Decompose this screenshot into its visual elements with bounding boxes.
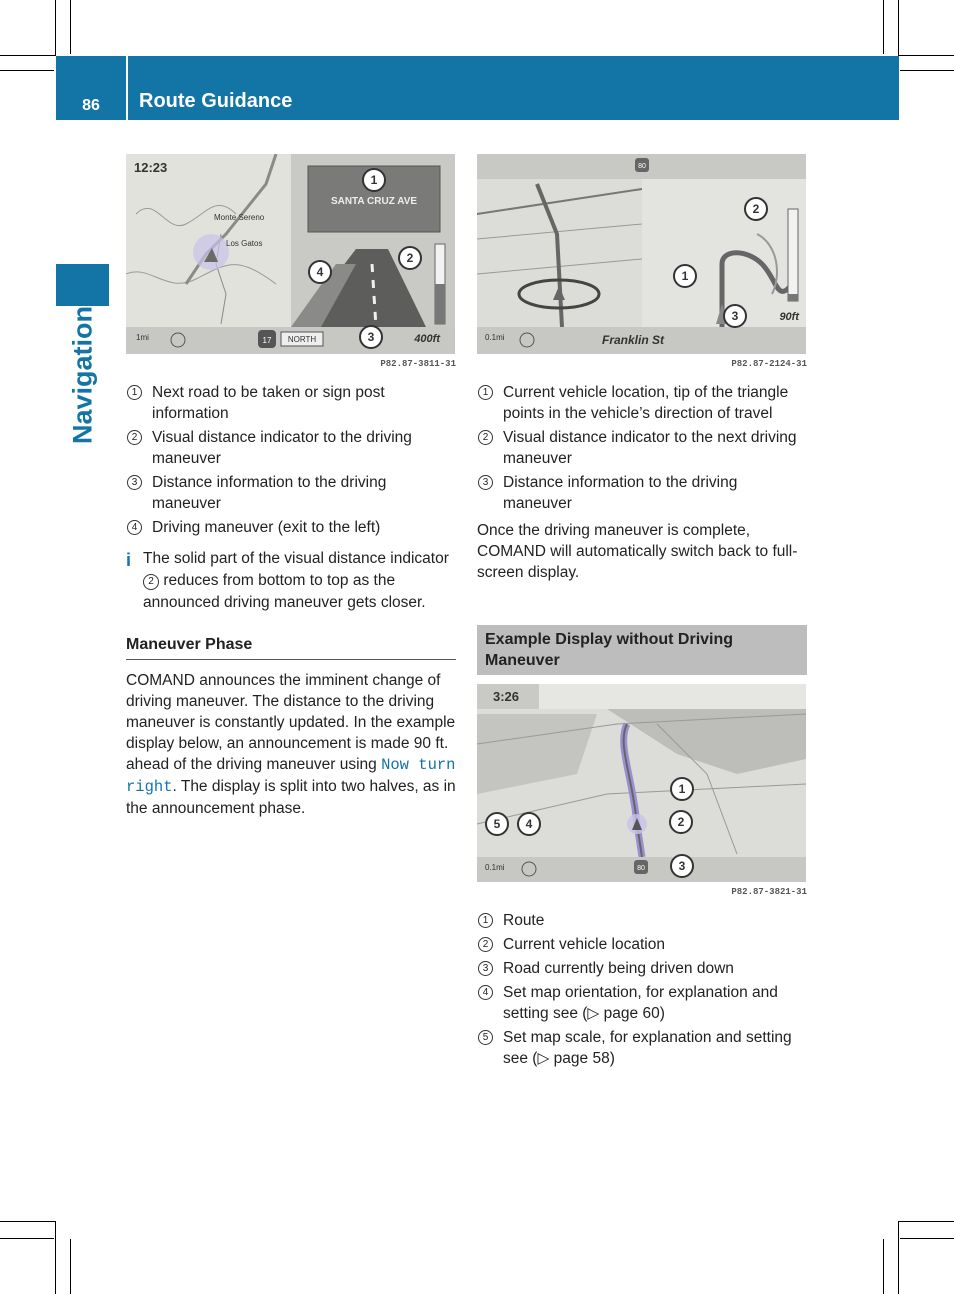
callout-3: 3 [731,309,739,323]
navigation-screen-image [126,154,455,354]
callout-3: 3 [678,859,686,873]
crop-mark [70,1239,71,1294]
callout-5: 5 [493,817,501,831]
page-header [56,56,899,120]
legend-item: 4 Set map orientation, for explanation and setting see (▷ page 60) [477,982,807,1024]
callout-4: 4 [525,817,533,831]
crop-mark [55,0,56,56]
crop-mark [883,1239,884,1294]
callout-1: 1 [678,782,686,796]
page-reference[interactable]: Set map scale, for explanation and setting see (▷ page 58) [503,1029,792,1067]
callout-2: 2 [677,815,685,829]
callout-4: 4 [316,265,324,279]
figure-code: P82.87-3811-31 [380,359,456,369]
route-shield: 80 [637,865,645,872]
legend-item: 2 Visual distance indicator to the next driving maneuver [477,427,807,469]
side-tab-marker [56,264,109,306]
legend-item: 2 Current vehicle location [477,934,807,955]
callout-2: 2 [406,251,414,265]
callout-1: 1 [370,173,378,187]
crop-mark [0,1238,54,1239]
crop-mark [898,0,899,56]
map-scale: 0.1mi [485,333,505,342]
page-number: 86 [82,97,100,114]
legend-item: 3 Distance information to the driving maneuver [126,472,456,514]
crop-mark [898,55,954,56]
crop-mark [900,70,954,71]
legend-item: 5 Set map scale, for explanation and setting see (▷ page 58) [477,1027,807,1069]
legend-item: 4 Driving maneuver (exit to the left) [126,517,456,538]
crop-mark [0,70,54,71]
sign-post-label: SANTA CRUZ AVE [330,196,418,207]
legend-item: 1 Current vehicle location, tip of the triangle points in the vehicle’s direction of travel [477,382,807,424]
clock: 3:26 [493,689,520,704]
figure-maneuver-phase [477,154,807,368]
voice-output-text: Now turn right [126,756,456,796]
legend-item: 1 Route [477,910,807,931]
distance-label: 90ft [779,311,799,323]
legend-item: 3 Distance information to the driving maneuver [477,472,807,514]
crop-mark [70,0,71,54]
section-heading: Maneuver Phase [126,634,456,660]
clock: 12:23 [134,160,168,175]
info-icon: i [126,550,132,570]
page-title: Route Guidance [139,90,293,112]
map-scale: 0.1mi [485,863,505,872]
legend-item: 3 Road currently being driven down [477,958,807,979]
crop-mark [883,0,884,54]
figure-code: P82.87-3821-31 [731,887,807,897]
legend-item: 1 Next road to be taken or sign post information [126,382,456,424]
figure-no-maneuver [477,684,807,896]
header-divider [126,56,128,120]
crop-mark [0,1221,56,1222]
legend-list [477,910,807,1069]
legend-list [477,382,807,514]
crop-mark [0,55,56,56]
distance-label: 400ft [414,333,440,345]
street-name: Franklin St [602,333,665,347]
route-shield: 80 [638,163,646,170]
side-tab [56,305,109,445]
crop-mark [898,1221,899,1294]
crop-mark [898,1221,954,1222]
crop-mark [55,1221,56,1294]
side-tab-label: Navigation [67,305,97,445]
body-paragraph: COMAND announces the imminent change of driving maneuver. The distance to the driving maneuver is constantly updated. In the example display below, an announcement is made 90 ft. ahead of the driving maneuver using Now turn right. The display is split into two halves, as in the announcement phase. [126,672,456,817]
figure-code: P82.87-2124-31 [731,359,807,369]
orientation-label: NORTH [287,335,317,344]
route-shield: 17 [262,336,272,345]
info-note: i The solid part of the visual distance indicator 2 reduces from bottom to top as the announced driving maneuver gets closer. [126,550,449,611]
map-scale: 1mi [136,333,149,342]
body-paragraph: Once the driving maneuver is complete, COMAND will automatically switch back to full-screen display. [477,522,798,581]
place-label: Monte Sereno [214,213,265,222]
inline-ref: 2 [143,574,159,590]
crop-mark [900,1238,954,1239]
left-column [126,154,456,835]
legend-item: 2 Visual distance indicator to the driving maneuver [126,427,456,469]
place-label: Los Gatos [226,239,263,248]
right-column [477,154,807,1072]
section-heading: Example Display without Driving Maneuver [477,625,807,675]
legend-list [126,382,456,538]
callout-2: 2 [752,202,760,216]
callout-3: 3 [367,330,375,344]
navigation-screen-image [477,154,806,354]
navigation-screen-image [477,684,806,882]
callout-1: 1 [681,269,689,283]
page-reference[interactable]: Set map orientation, for explanation and setting see (▷ page 60) [503,984,778,1022]
figure-announcement-phase [126,154,456,368]
